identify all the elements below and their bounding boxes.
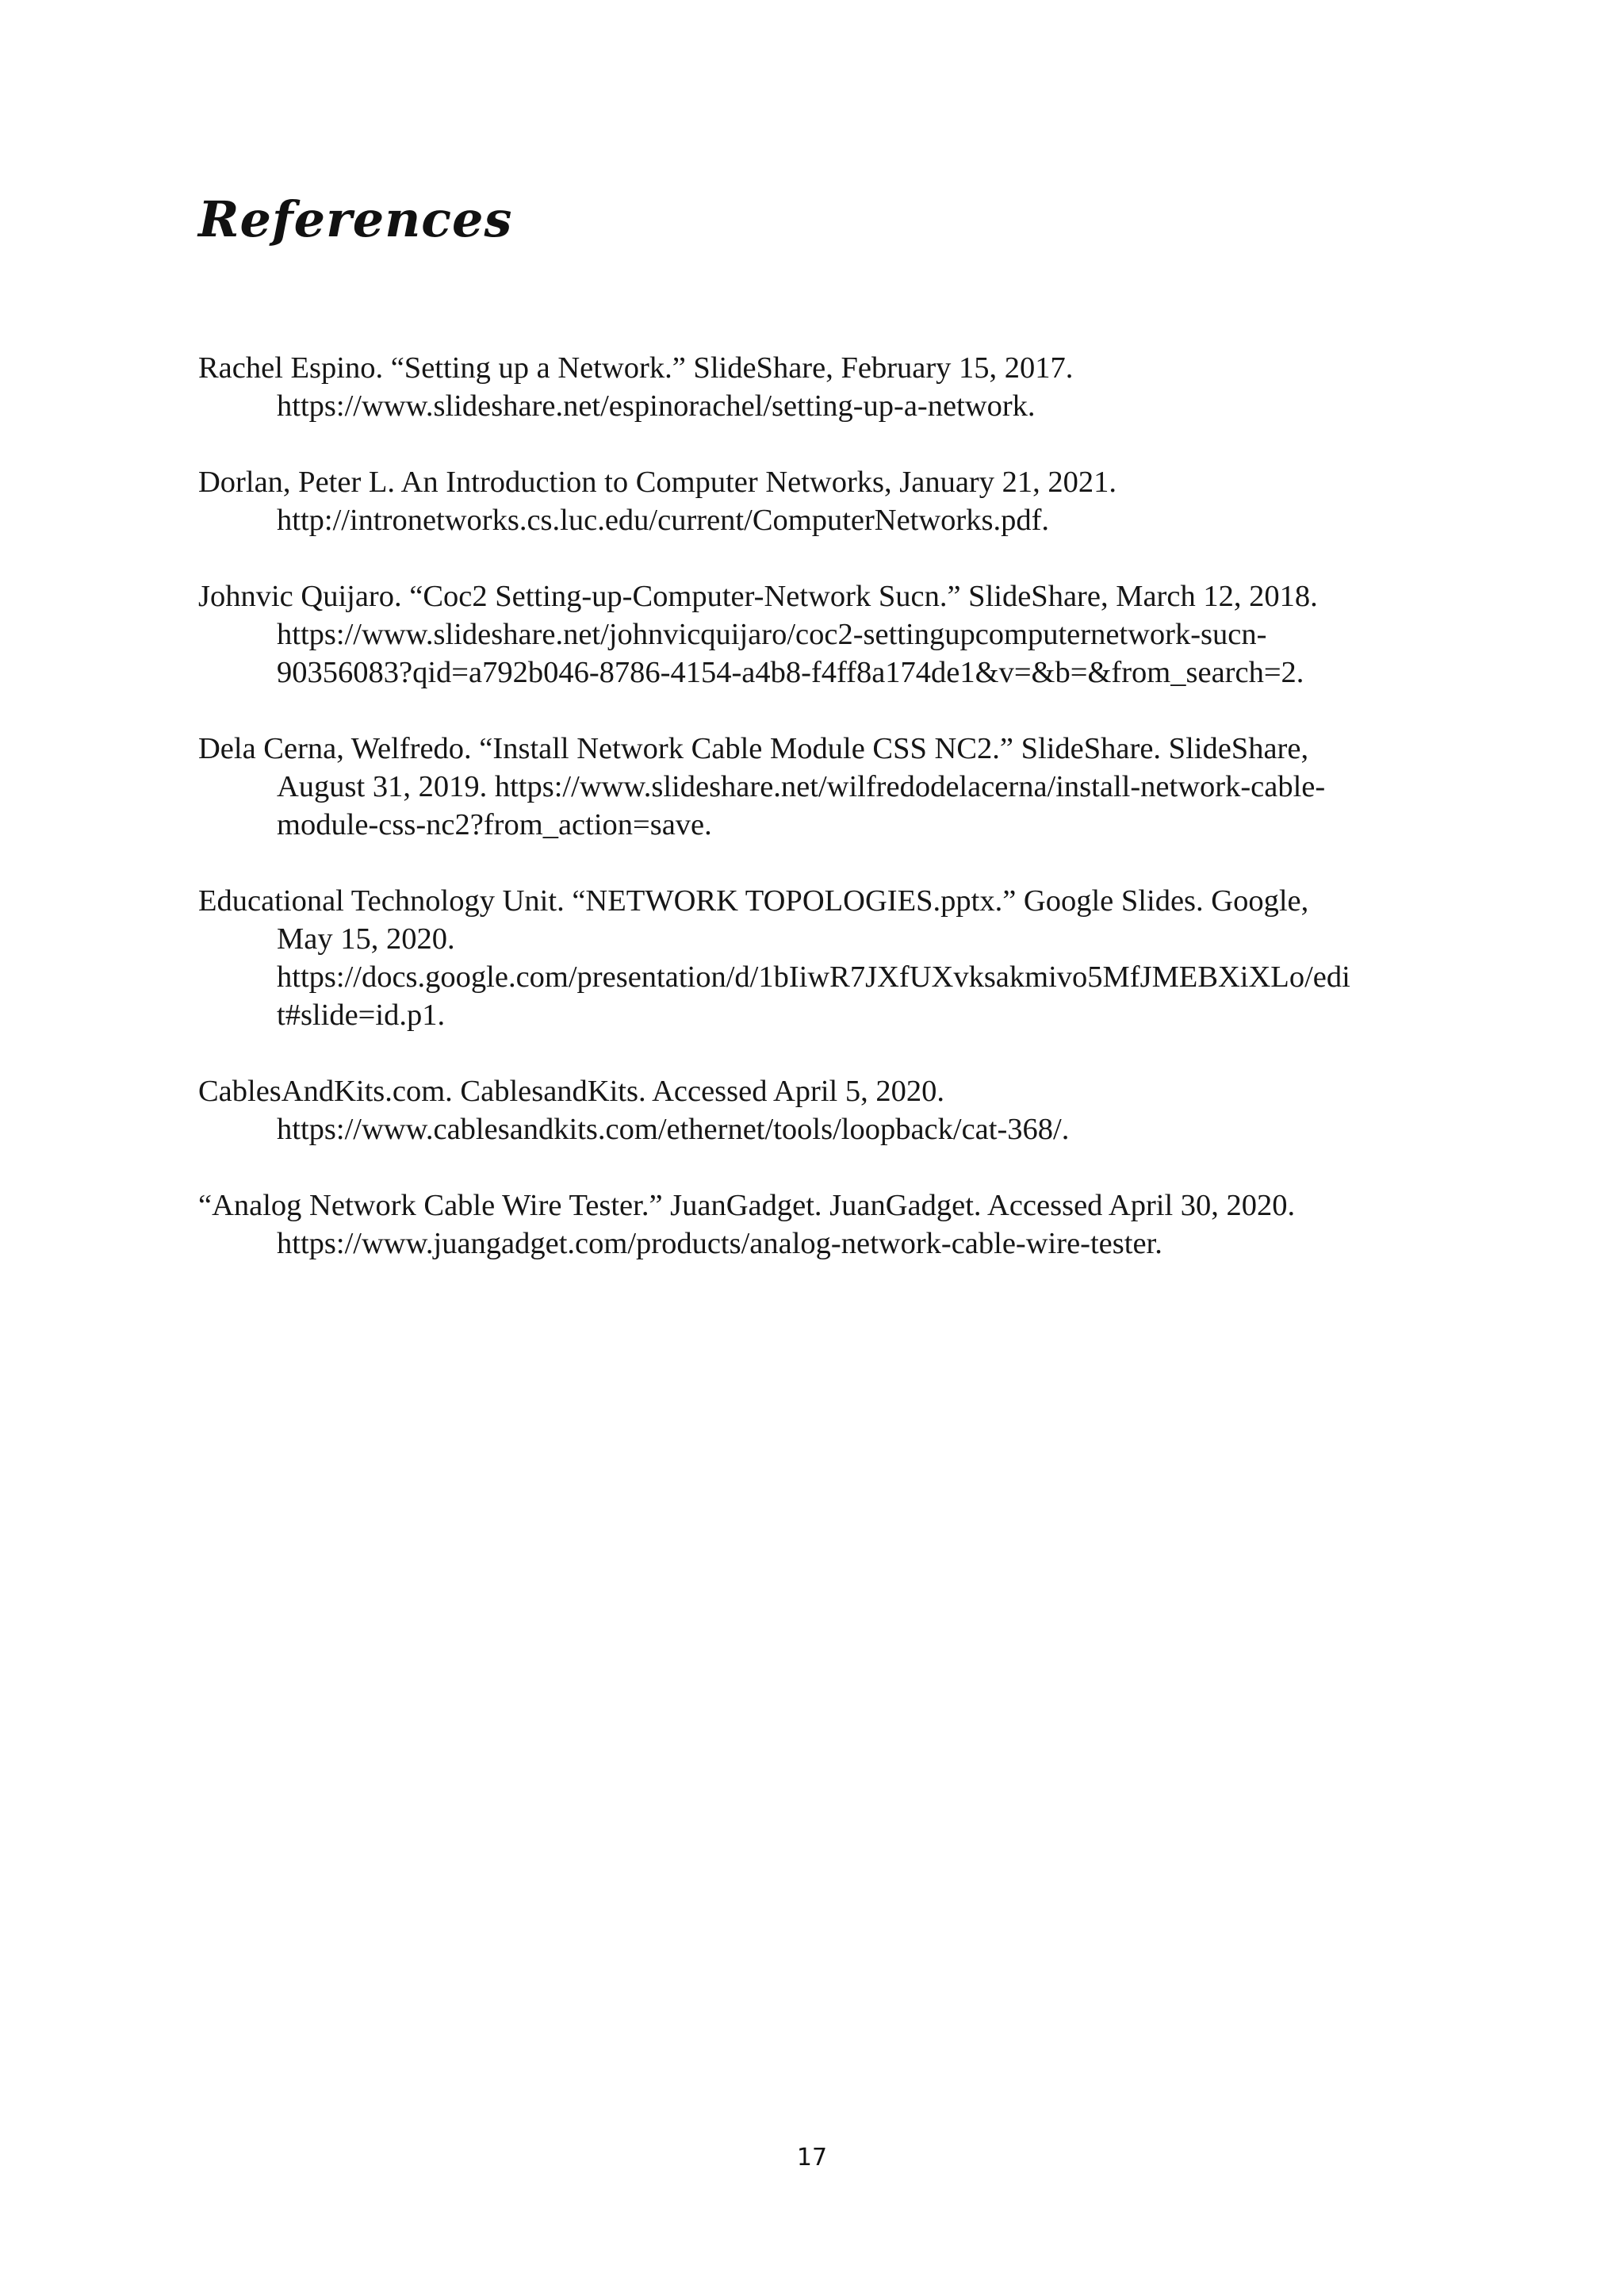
reference-first-line: Johnvic Quijaro. “Coc2 Setting-up-Computer-Network Sucn.” SlideShare, March 12, 2018. xyxy=(198,580,1318,613)
reference-continuation-line: https://docs.google.com/presentation/d/1bIiwR7JXfUXvksakmivo5MfJMEBXiXLo/edi xyxy=(277,960,1350,994)
reference-entry xyxy=(198,349,1451,425)
reference-first-line: Dorlan, Peter L. An Introduction to Computer Networks, January 21, 2021. xyxy=(198,466,1117,499)
reference-continuation-line: May 15, 2020. xyxy=(277,922,455,956)
reference-continuation-line: t#slide=id.p1. xyxy=(277,999,446,1032)
page-title: References xyxy=(198,190,513,248)
reference-first-line: CablesAndKits.com. CablesandKits. Accessed April 5, 2020. xyxy=(198,1075,944,1108)
reference-continuation-line: https://www.slideshare.net/johnvicquijaro/coc2-settingupcomputernetwork-sucn- xyxy=(277,618,1267,651)
page-number: 17 xyxy=(796,2144,828,2171)
reference-entry xyxy=(198,577,1451,692)
reference-first-line: Rachel Espino. “Setting up a Network.” SlideShare, February 15, 2017. xyxy=(198,351,1074,385)
reference-continuation-line: 90356083?qid=a792b046-8786-4154-a4b8-f4ff8a174de1&v=&b=&from_search=2. xyxy=(277,656,1304,689)
reference-continuation-line: https://www.juangadget.com/products/analog-network-cable-wire-tester. xyxy=(277,1227,1162,1260)
reference-continuation-line: http://intronetworks.cs.luc.edu/current/ComputerNetworks.pdf. xyxy=(277,504,1050,537)
reference-entry xyxy=(198,1072,1451,1148)
reference-first-line: Educational Technology Unit. “NETWORK TOPOLOGIES.pptx.” Google Slides. Google, xyxy=(198,884,1309,918)
reference-first-line: “Analog Network Cable Wire Tester.” JuanGadget. JuanGadget. Accessed April 30, 2020. xyxy=(198,1189,1296,1222)
reference-entry xyxy=(198,882,1451,1034)
reference-first-line: Dela Cerna, Welfredo. “Install Network Cable Module CSS NC2.” SlideShare. SlideShare, xyxy=(198,732,1309,765)
reference-continuation-line: https://www.cablesandkits.com/ethernet/tools/loopback/cat-368/. xyxy=(277,1113,1070,1146)
reference-entry xyxy=(198,730,1451,844)
reference-continuation-line: https://www.slideshare.net/espinorachel/setting-up-a-network. xyxy=(277,389,1036,423)
reference-entry xyxy=(198,463,1451,539)
reference-entry xyxy=(198,1186,1451,1263)
reference-continuation-line: module-css-nc2?from_action=save. xyxy=(277,808,712,841)
reference-list xyxy=(198,349,1451,1301)
reference-continuation-line: August 31, 2019. https://www.slideshare.net/wilfredodelacerna/install-network-cable- xyxy=(277,770,1326,803)
